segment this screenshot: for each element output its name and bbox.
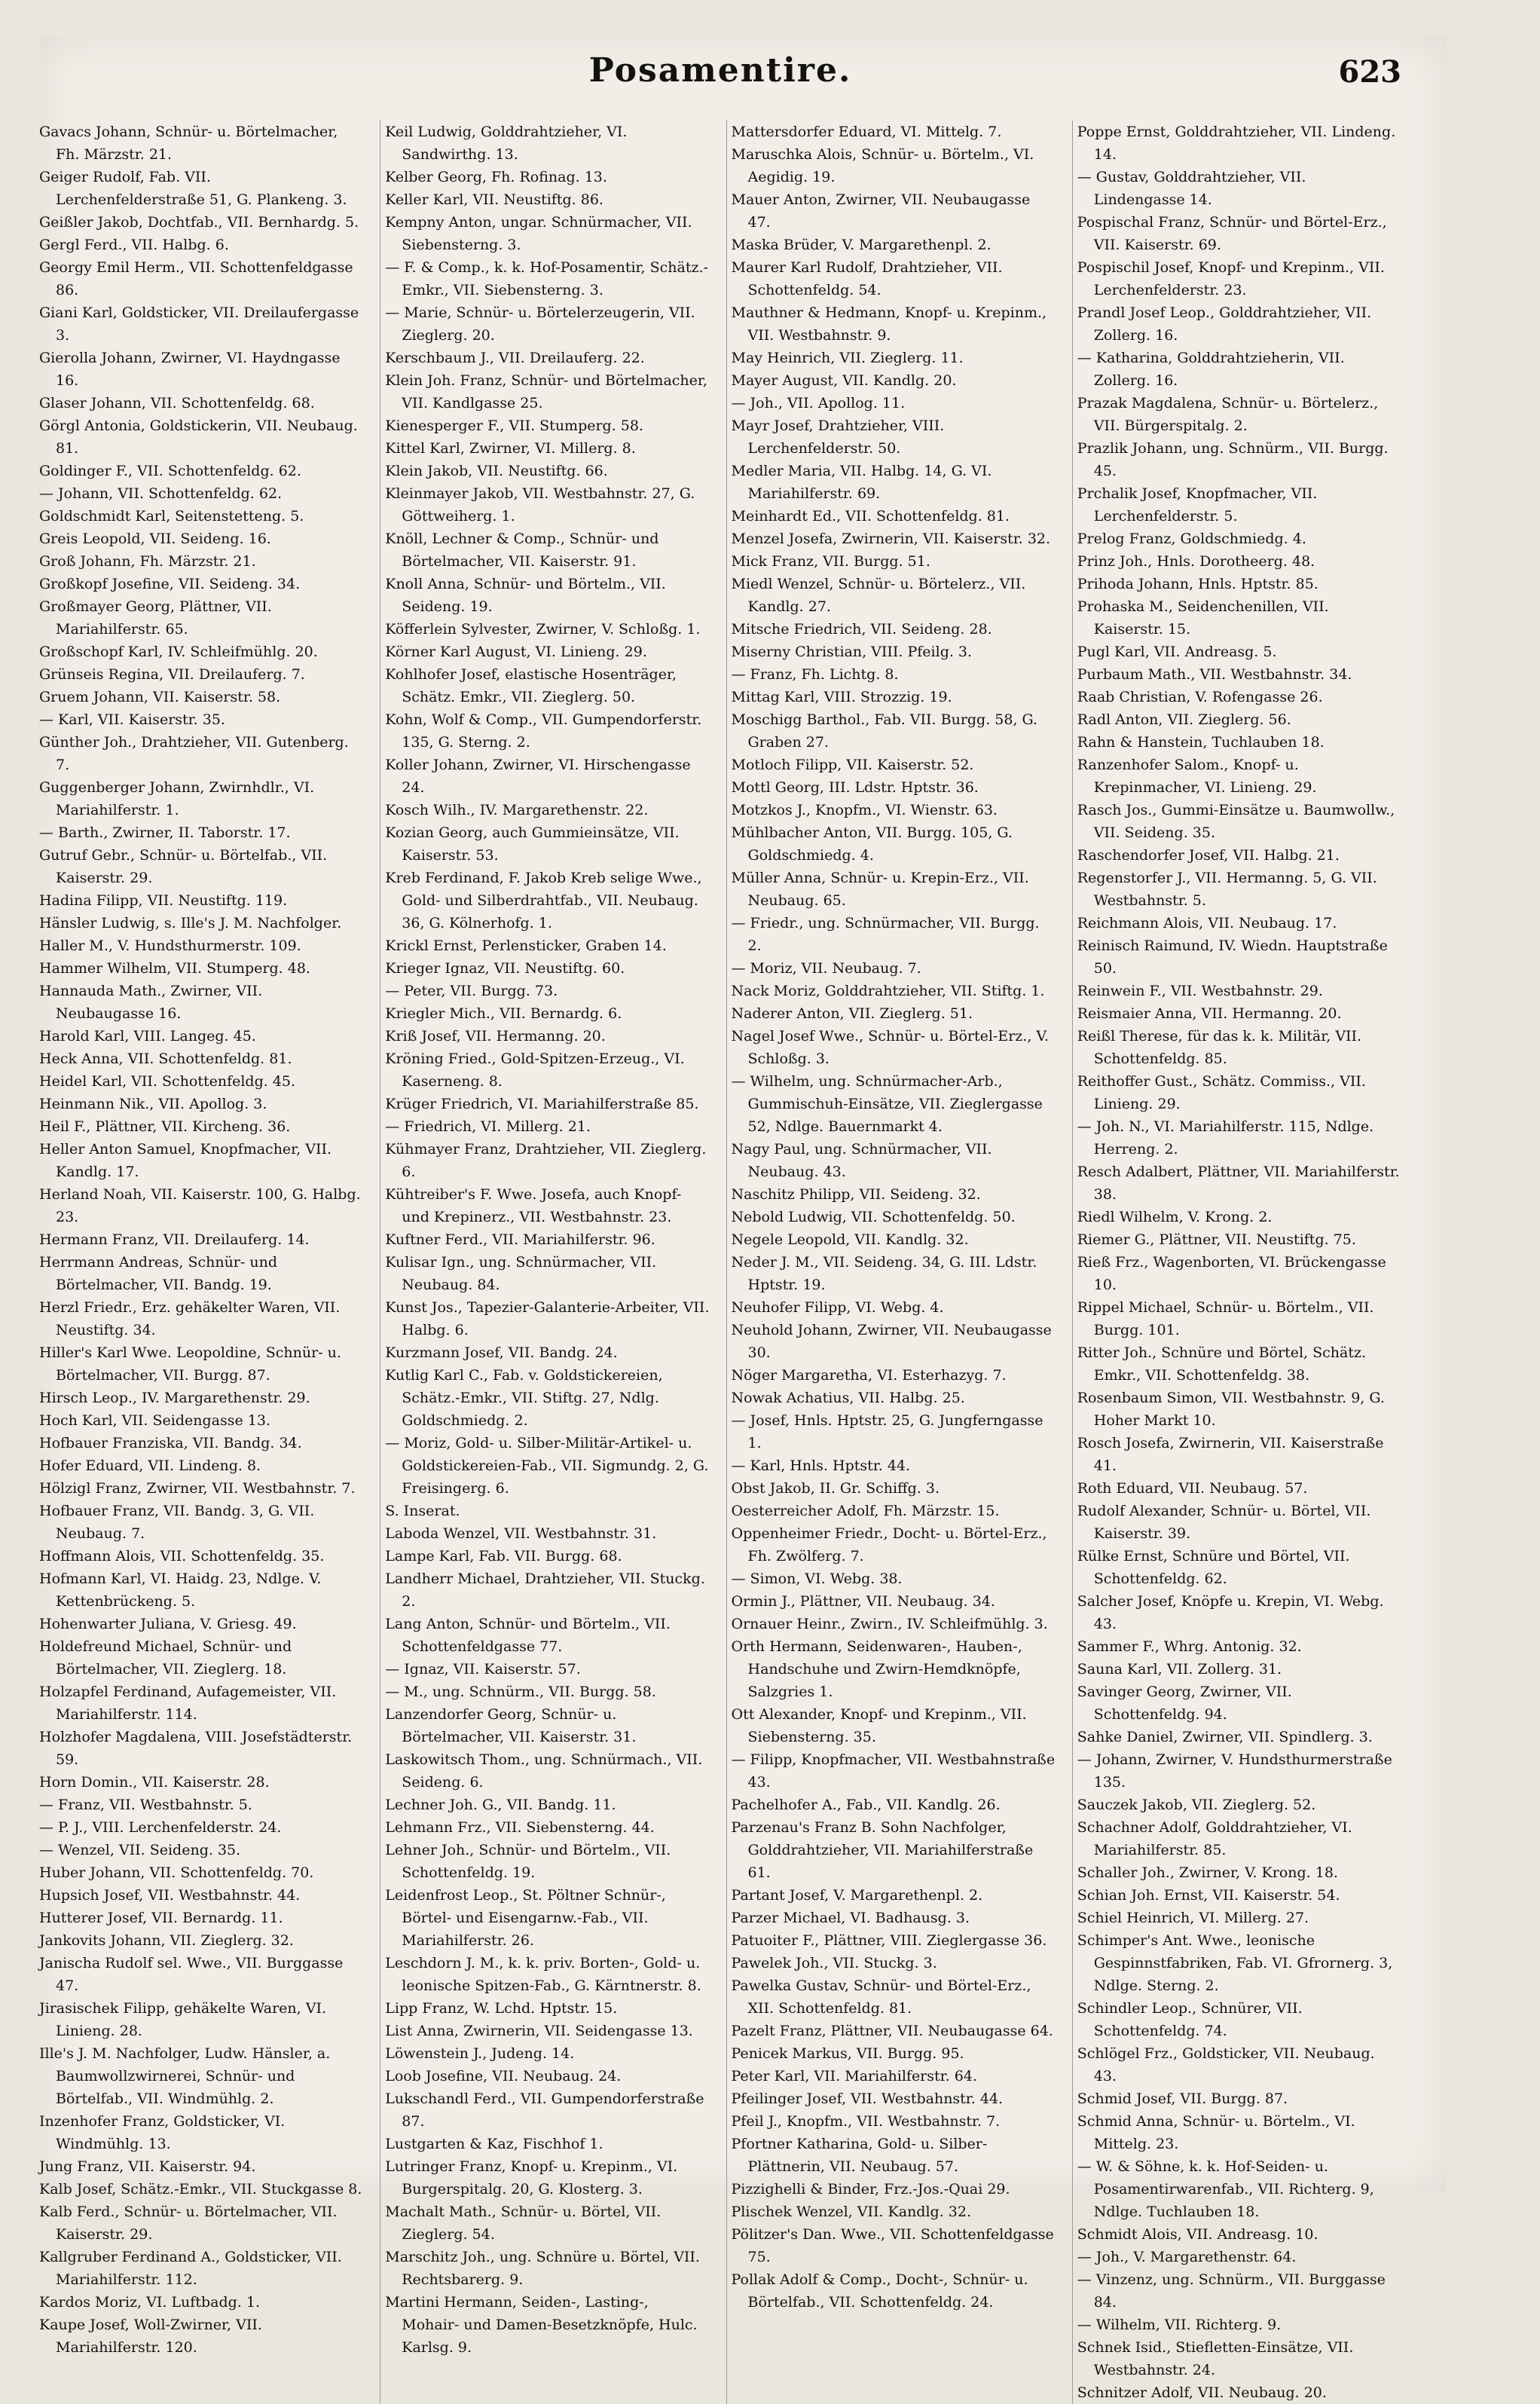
directory-entry: Goldschmidt Karl, Seitenstetteng. 5. bbox=[39, 508, 304, 525]
directory-entry: Obst Jakob, II. Gr. Schiffg. 3. bbox=[731, 1480, 940, 1497]
directory-entry: — F. & Comp., k. k. Hof-Posamentir, Schätz.-Emkr., VII. Siebensterng. 3. bbox=[385, 259, 708, 298]
directory-entry: Mühlbacher Anton, VII. Burgg. 105, G. Goldschmiedg. 4. bbox=[731, 824, 1013, 864]
directory-entry: Georgy Emil Herm., VII. Schottenfeldgasse 86. bbox=[39, 259, 353, 298]
directory-entry: Lampe Karl, Fab. VII. Burgg. 68. bbox=[385, 1548, 622, 1564]
directory-entry: Herland Noah, VII. Kaiserstr. 100, G. Halbg. 23. bbox=[39, 1186, 361, 1225]
directory-entry: Penicek Markus, VII. Burgg. 95. bbox=[731, 2045, 964, 2062]
directory-entry: Kosch Wilh., IV. Margarethenstr. 22. bbox=[385, 802, 649, 818]
directory-entry: Neder J. M., VII. Seideng. 34, G. III. Ldstr. Hptstr. 19. bbox=[731, 1254, 1037, 1293]
directory-entry: Kozian Georg, auch Gummieinsätze, VII. Kaiserstr. 53. bbox=[385, 824, 680, 864]
directory-entry: Gruem Johann, VII. Kaiserstr. 58. bbox=[39, 689, 281, 705]
directory-entry: Körner Karl August, VI. Linieng. 29. bbox=[385, 644, 647, 660]
directory-entry: — Moriz, Gold- u. Silber-Militär-Artikel- u. Goldstickereien-Fab., VII. Sigmundg. 2, G. Freisingerg. 6. bbox=[385, 1435, 709, 1497]
directory-entry: Negele Leopold, VII. Kandlg. 32. bbox=[731, 1231, 969, 1248]
directory-entry: Ormin J., Plättner, VII. Neubaug. 34. bbox=[731, 1593, 995, 1610]
directory-entry: — Peter, VII. Burgg. 73. bbox=[385, 983, 558, 999]
directory-entry: Sauna Karl, VII. Zollerg. 31. bbox=[1077, 1661, 1282, 1678]
directory-entry: Hirsch Leop., IV. Margarethenstr. 29. bbox=[39, 1390, 310, 1406]
directory-entry: Prandl Josef Leop., Golddrahtzieher, VII. Zollerg. 16. bbox=[1077, 304, 1372, 344]
directory-entry: — Johann, VII. Schottenfeldg. 62. bbox=[39, 485, 283, 502]
directory-entry: Prinz Joh., Hnls. Dorotheerg. 48. bbox=[1077, 553, 1315, 570]
directory-entry: Kulisar Ign., ung. Schnürmacher, VII. Neubaug. 84. bbox=[385, 1254, 657, 1293]
directory-entry: Hölzigl Franz, Zwirner, VII. Westbahnstr. 7. bbox=[39, 1480, 356, 1497]
directory-entry: Grünseis Regina, VII. Dreilauferg. 7. bbox=[39, 666, 305, 683]
directory-entry: Mitsche Friedrich, VII. Seideng. 28. bbox=[731, 621, 992, 638]
directory-entry: Rieß Frz., Wagenborten, VI. Brückengasse 10. bbox=[1077, 1254, 1386, 1293]
directory-entry: Huber Johann, VII. Schottenfeldg. 70. bbox=[39, 1864, 314, 1881]
page-header bbox=[39, 51, 1401, 112]
directory-entry: Görgl Antonia, Goldstickerin, VII. Neubaug. 81. bbox=[39, 417, 358, 457]
directory-entry: Rahn & Hanstein, Tuchlauben 18. bbox=[1077, 734, 1325, 751]
directory-entry: Mayer August, VII. Kandlg. 20. bbox=[731, 372, 957, 389]
directory-entry: — Joh., VII. Apollog. 11. bbox=[731, 395, 906, 411]
directory-entry: Knöll, Lechner & Comp., Schnür- und Börtelmacher, VII. Kaiserstr. 91. bbox=[385, 531, 659, 570]
directory-entry: Hoch Karl, VII. Seidengasse 13. bbox=[39, 1412, 270, 1429]
directory-entry: Hofbauer Franziska, VII. Bandg. 34. bbox=[39, 1435, 302, 1451]
directory-entry: Kerschbaum J., VII. Dreilauferg. 22. bbox=[385, 350, 645, 366]
directory-entry: Oppenheimer Friedr., Docht- u. Börtel-Erz., Fh. Zwölferg. 7. bbox=[731, 1525, 1047, 1564]
directory-entry: Rudolf Alexander, Schnür- u. Börtel, VII. Kaiserstr. 39. bbox=[1077, 1503, 1371, 1542]
directory-entry: Kaupe Josef, Woll-Zwirner, VII. Mariahilferstr. 120. bbox=[39, 2317, 262, 2356]
directory-entry: Haller M., V. Hundsthurmerstr. 109. bbox=[39, 937, 301, 954]
directory-entry: Pfortner Katharina, Gold- u. Silber-Plättnerin, VII. Neubaug. 57. bbox=[731, 2136, 988, 2175]
directory-entry: Schian Joh. Ernst, VII. Kaiserstr. 54. bbox=[1077, 1887, 1340, 1904]
directory-entry: Nöger Margaretha, VI. Esterhazyg. 7. bbox=[731, 1367, 1007, 1384]
directory-entry: Nowak Achatius, VII. Halbg. 25. bbox=[731, 1390, 965, 1406]
directory-entry: Kuftner Ferd., VII. Mariahilferstr. 96. bbox=[385, 1231, 655, 1248]
directory-entry: — Katharina, Golddrahtzieherin, VII. Zollerg. 16. bbox=[1077, 350, 1345, 389]
directory-entry: Motzkos J., Knopfm., VI. Wienstr. 63. bbox=[731, 802, 998, 818]
directory-entry: Kardos Moriz, VI. Luftbadg. 1. bbox=[39, 2294, 260, 2311]
directory-entry: — Vinzenz, ung. Schnürm., VII. Burggasse 84. bbox=[1077, 2271, 1386, 2311]
directory-entry: Pospischil Josef, Knopf- und Krepinm., VII. Lerchenfelderstr. 23. bbox=[1077, 259, 1385, 298]
directory-entry: Savinger Georg, Zwirner, VII. Schottenfeldg. 94. bbox=[1077, 1684, 1292, 1723]
directory-entry: Reinisch Raimund, IV. Wiedn. Hauptstraße 50. bbox=[1077, 937, 1388, 977]
directory-entry: Nagel Josef Wwe., Schnür- u. Börtel-Erz., V. Schloßg. 3. bbox=[731, 1028, 1049, 1067]
directory-entry: Purbaum Math., VII. Westbahnstr. 34. bbox=[1077, 666, 1352, 683]
directory-entry: Kohlhofer Josef, elastische Hosenträger, Schätz. Emkr., VII. Zieglerg. 50. bbox=[385, 666, 677, 705]
directory-entry: Raschendorfer Josef, VII. Halbg. 21. bbox=[1077, 847, 1340, 864]
directory-entry: Giani Karl, Goldsticker, VII. Dreilaufergasse 3. bbox=[39, 304, 359, 344]
directory-entry: Hermann Franz, VII. Dreilauferg. 14. bbox=[39, 1231, 310, 1248]
directory-entry: — Moriz, VII. Neubaug. 7. bbox=[731, 960, 921, 977]
directory-entry: Mauthner & Hedmann, Knopf- u. Krepinm., VII. Westbahnstr. 9. bbox=[731, 304, 1047, 344]
directory-entry: Parzer Michael, VI. Badhausg. 3. bbox=[731, 1910, 970, 1926]
directory-entry: Klein Joh. Franz, Schnür- und Börtelmacher, VII. Kandlgasse 25. bbox=[385, 372, 707, 411]
directory-entry: Rippel Michael, Schnür- u. Börtelm., VII. Burgg. 101. bbox=[1077, 1299, 1374, 1338]
directory-entry: Plischek Wenzel, VII. Kandlg. 32. bbox=[731, 2204, 972, 2220]
directory-entry: Nebold Ludwig, VII. Schottenfeldg. 50. bbox=[731, 1209, 1016, 1225]
directory-entry: Maska Brüder, V. Margarethenpl. 2. bbox=[731, 237, 992, 253]
directory-entry: Ille's J. M. Nachfolger, Ludw. Hänsler, a. Baumwollzwirnerei, Schnür- und Börtelfab., VII. Windmühlg. 2. bbox=[39, 2045, 331, 2107]
directory-entry: Lutringer Franz, Knopf- u. Krepinm., VI. Burgerspitalg. 20, G. Klosterg. 3. bbox=[385, 2158, 678, 2198]
directory-entry: Naschitz Philipp, VII. Seideng. 32. bbox=[731, 1186, 981, 1203]
directory-entry: — Joh. N., VI. Mariahilferstr. 115, Ndlge. Herreng. 2. bbox=[1077, 1118, 1374, 1158]
directory-entry: — Wilhelm, VII. Richterg. 9. bbox=[1077, 2317, 1282, 2333]
directory-entry: Motloch Filipp, VII. Kaiserstr. 52. bbox=[731, 757, 974, 773]
directory-entry: — Josef, Hnls. Hptstr. 25, G. Jungferngasse 1. bbox=[731, 1412, 1043, 1451]
directory-entry: Partant Josef, V. Margarethenpl. 2. bbox=[731, 1887, 983, 1904]
directory-entry: Reinwein F., VII. Westbahnstr. 29. bbox=[1077, 983, 1323, 999]
directory-entry: Radl Anton, VII. Zieglerg. 56. bbox=[1077, 711, 1291, 728]
directory-entry: Pollak Adolf & Comp., Docht-, Schnür- u. Börtelfab., VII. Schottenfeldg. 24. bbox=[731, 2271, 1028, 2311]
directory-entry: Reichmann Alois, VII. Neubaug. 17. bbox=[1077, 915, 1337, 931]
directory-entry: — M., ung. Schnürm., VII. Burgg. 58. bbox=[385, 1684, 656, 1700]
directory-entry: — Ignaz, VII. Kaiserstr. 57. bbox=[385, 1661, 581, 1678]
directory-entry: Krüger Friedrich, VI. Mariahilferstraße 85. bbox=[385, 1096, 699, 1112]
directory-entry: Leidenfrost Leop., St. Pöltner Schnür-, Börtel- und Eisengarnw.-Fab., VII. Mariahilferstr. 26. bbox=[385, 1887, 666, 1949]
directory-column bbox=[726, 121, 1056, 2404]
directory-entry: Hohenwarter Juliana, V. Griesg. 49. bbox=[39, 1616, 297, 1632]
directory-entry: Kalb Ferd., Schnür- u. Börtelmacher, VII. Kaiserstr. 29. bbox=[39, 2204, 338, 2243]
directory-entry: Hupsich Josef, VII. Westbahnstr. 44. bbox=[39, 1887, 301, 1904]
directory-entry: — Franz, Fh. Lichtg. 8. bbox=[731, 666, 899, 683]
directory-entry: Hutterer Josef, VII. Bernardg. 11. bbox=[39, 1910, 283, 1926]
directory-entry: Neuhofer Filipp, VI. Webg. 4. bbox=[731, 1299, 944, 1316]
directory-entry: Schimper's Ant. Wwe., leonische Gespinnstfabriken, Fab. VI. Gfrornerg. 3, Ndlge. Sterng. 2. bbox=[1077, 1932, 1393, 1994]
directory-entry: Pölitzer's Dan. Wwe., VII. Schottenfeldgasse 75. bbox=[731, 2226, 1054, 2265]
directory-entry: Oesterreicher Adolf, Fh. Märzstr. 15. bbox=[731, 1503, 1000, 1519]
directory-entry: Pfeil J., Knopfm., VII. Westbahnstr. 7. bbox=[731, 2113, 1001, 2130]
directory-entry: Meinhardt Ed., VII. Schottenfeldg. 81. bbox=[731, 508, 1010, 525]
directory-entry: Kröning Fried., Gold-Spitzen-Erzeug., VI. Kaserneng. 8. bbox=[385, 1051, 685, 1090]
directory-column bbox=[39, 121, 363, 2404]
directory-entry: Heller Anton Samuel, Knopfmacher, VII. Kandlg. 17. bbox=[39, 1141, 332, 1180]
directory-entry: Marschitz Joh., ung. Schnüre u. Börtel, VII. Rechtsbarerg. 9. bbox=[385, 2249, 700, 2288]
directory-entry: Sauczek Jakob, VII. Zieglerg. 52. bbox=[1077, 1797, 1316, 1813]
directory-entry: Hiller's Karl Wwe. Leopoldine, Schnür- u. Börtelmacher, VII. Burgg. 87. bbox=[39, 1344, 341, 1384]
directory-entry: — Franz, VII. Westbahnstr. 5. bbox=[39, 1797, 252, 1813]
directory-entry: Kühtreiber's F. Wwe. Josefa, auch Knopf- und Krepinerz., VII. Westbahnstr. 23. bbox=[385, 1186, 682, 1225]
directory-entry: Greis Leopold, VII. Seideng. 16. bbox=[39, 531, 271, 547]
directory-entry: — Friedrich, VI. Millerg. 21. bbox=[385, 1118, 591, 1135]
directory-entry: List Anna, Zwirnerin, VII. Seidengasse 13. bbox=[385, 2023, 693, 2039]
directory-entry: Großmayer Georg, Plättner, VII. Mariahilferstr. 65. bbox=[39, 598, 272, 638]
directory-column bbox=[380, 121, 709, 2404]
directory-entry: — Karl, VII. Kaiserstr. 35. bbox=[39, 711, 225, 728]
directory-entry: Riemer G., Plättner, VII. Neustiftg. 75. bbox=[1077, 1231, 1356, 1248]
directory-entry: Schmid Josef, VII. Burgg. 87. bbox=[1077, 2091, 1288, 2107]
directory-entry: Martini Hermann, Seiden-, Lasting-, Mohair- und Damen-Besetzknöpfe, Hulc. Karlsg. 9. bbox=[385, 2294, 698, 2356]
directory-entry: Leschdorn J. M., k. k. priv. Borten-, Gold- u. leonische Spitzen-Fab., G. Kärntnerstr. 8. bbox=[385, 1955, 701, 1994]
directory-entry: Regenstorfer J., VII. Hermanng. 5, G. VII. Westbahnstr. 5. bbox=[1077, 870, 1377, 909]
directory-entry: Mattersdorfer Eduard, VI. Mittelg. 7. bbox=[731, 124, 1002, 140]
directory-entry: Hofmann Karl, VI. Haidg. 23, Ndlge. V. Kettenbrückeng. 5. bbox=[39, 1571, 322, 1610]
directory-entry: Groß Johann, Fh. Märzstr. 21. bbox=[39, 553, 256, 570]
directory-entry: — P. J., VIII. Lerchenfelderstr. 24. bbox=[39, 1819, 282, 1836]
directory-entry: Miedl Wenzel, Schnür- u. Börtelerz., VII. Kandlg. 27. bbox=[731, 576, 1026, 615]
page-title: Posamentire. bbox=[588, 51, 852, 90]
directory-entry: Pachelhofer A., Fab., VII. Kandlg. 26. bbox=[731, 1797, 1001, 1813]
directory-entry: Mayr Josef, Drahtzieher, VIII. Lerchenfelderstr. 50. bbox=[731, 417, 945, 457]
directory-entry: Prihoda Johann, Hnls. Hptstr. 85. bbox=[1077, 576, 1318, 592]
directory-entry: Hammer Wilhelm, VII. Stumperg. 48. bbox=[39, 960, 310, 977]
directory-entry: Lechner Joh. G., VII. Bandg. 11. bbox=[385, 1797, 616, 1813]
directory-entry: — Simon, VI. Webg. 38. bbox=[731, 1571, 903, 1587]
directory-column bbox=[1072, 121, 1401, 2404]
directory-entry: Lehner Joh., Schnür- und Börtelm., VII. Schottenfeldg. 19. bbox=[385, 1842, 671, 1881]
directory-entry: Lang Anton, Schnür- und Börtelm., VII. Schottenfeldgasse 77. bbox=[385, 1616, 671, 1655]
directory-entry: Kempny Anton, ungar. Schnürmacher, VII. Siebensterng. 3. bbox=[385, 214, 692, 253]
directory-entry: Prazlik Johann, ung. Schnürm., VII. Burgg. 45. bbox=[1077, 440, 1389, 479]
directory-entry: Kunst Jos., Tapezier-Galanterie-Arbeiter, VII. Halbg. 6. bbox=[385, 1299, 710, 1338]
directory-entry: Müller Anna, Schnür- u. Krepin-Erz., VII. Neubaug. 65. bbox=[731, 870, 1029, 909]
directory-entry: Keller Karl, VII. Neustiftg. 86. bbox=[385, 191, 603, 208]
directory-entry: Schnek Isid., Stiefletten-Einsätze, VII. Westbahnstr. 24. bbox=[1077, 2339, 1354, 2378]
directory-entry: Laboda Wenzel, VII. Westbahnstr. 31. bbox=[385, 1525, 657, 1542]
directory-entry: Schnitzer Adolf, VII. Neubaug. 20. bbox=[1077, 2384, 1327, 2401]
directory-entry: Guggenberger Johann, Zwirnhdlr., VI. Mariahilferstr. 1. bbox=[39, 779, 315, 818]
directory-entry: Heil F., Plättner, VII. Kircheng. 36. bbox=[39, 1118, 291, 1135]
directory-entry: Mittag Karl, VIII. Strozzig. 19. bbox=[731, 689, 952, 705]
directory-entry: Prchalik Josef, Knopfmacher, VII. Lerchenfelderstr. 5. bbox=[1077, 485, 1318, 525]
directory-entry: Kreb Ferdinand, F. Jakob Kreb selige Wwe., Gold- und Silberdrahtfab., VII. Neubaug. 36, G. Kölnerhofg. 1. bbox=[385, 870, 702, 931]
directory-entry: Roth Eduard, VII. Neubaug. 57. bbox=[1077, 1480, 1308, 1497]
directory-entry: — Joh., V. Margarethenstr. 64. bbox=[1077, 2249, 1297, 2265]
directory-entry: Hannauda Math., Zwirner, VII. Neubaugasse 16. bbox=[39, 983, 263, 1022]
directory-entry: — Karl, Hnls. Hptstr. 44. bbox=[731, 1457, 911, 1474]
directory-entry: Rasch Jos., Gummi-Einsätze u. Baumwollw., VII. Seideng. 35. bbox=[1077, 802, 1395, 841]
directory-entry: Lehmann Frz., VII. Siebensterng. 44. bbox=[385, 1819, 655, 1836]
directory-entry: Pizzighelli & Binder, Frz.-Jos.-Quai 29. bbox=[731, 2181, 1010, 2198]
directory-entry: Pugl Karl, VII. Andreasg. 5. bbox=[1077, 644, 1277, 660]
directory-entry: Keil Ludwig, Golddrahtzieher, VI. Sandwirthg. 13. bbox=[385, 124, 628, 163]
directory-entry: Kriß Josef, VII. Hermanng. 20. bbox=[385, 1028, 606, 1044]
directory-entry: — Johann, Zwirner, V. Hundsthurmerstraße 135. bbox=[1077, 1751, 1392, 1791]
directory-entry: Goldinger F., VII. Schottenfeldg. 62. bbox=[39, 463, 301, 479]
directory-entry: Jirasischek Filipp, gehäkelte Waren, VI. Linieng. 28. bbox=[39, 2000, 327, 2039]
directory-entry: Schmidt Alois, VII. Andreasg. 10. bbox=[1077, 2226, 1318, 2243]
directory-entry: Kurzmann Josef, VII. Bandg. 24. bbox=[385, 1344, 618, 1361]
directory-entry: Mottl Georg, III. Ldstr. Hptstr. 36. bbox=[731, 779, 979, 796]
directory-entry: Kleinmayer Jakob, VII. Westbahnstr. 27, G. Göttweiherg. 1. bbox=[385, 485, 695, 525]
directory-entry: Kriegler Mich., VII. Bernardg. 6. bbox=[385, 1005, 622, 1022]
directory-entry: Reithoffer Gust., Schätz. Commiss., VII. Linieng. 29. bbox=[1077, 1073, 1366, 1112]
directory-entry: Laskowitsch Thom., ung. Schnürmach., VII. Seideng. 6. bbox=[385, 1751, 703, 1791]
directory-entry: Großschopf Karl, IV. Schleifmühlg. 20. bbox=[39, 644, 318, 660]
directory-entry: Maurer Karl Rudolf, Drahtzieher, VII. Schottenfeldg. 54. bbox=[731, 259, 1003, 298]
directory-entry: Harold Karl, VIII. Langeg. 45. bbox=[39, 1028, 256, 1044]
directory-entry: Menzel Josefa, Zwirnerin, VII. Kaiserstr. 32. bbox=[731, 531, 1051, 547]
directory-entry: Herrmann Andreas, Schnür- und Börtelmacher, VII. Bandg. 19. bbox=[39, 1254, 277, 1293]
directory-entry: Hänsler Ludwig, s. Ille's J. M. Nachfolger. bbox=[39, 915, 342, 931]
directory-entry: Gergl Ferd., VII. Halbg. 6. bbox=[39, 237, 229, 253]
directory-entry: Orth Hermann, Seidenwaren-, Hauben-, Handschuhe und Zwirn-Hemdknöpfe, Salzgries 1. bbox=[731, 1638, 1022, 1700]
directory-entry: Gierolla Johann, Zwirner, VI. Haydngasse 16. bbox=[39, 350, 341, 389]
directory-entry: Nack Moriz, Golddrahtzieher, VII. Stiftg. 1. bbox=[731, 983, 1045, 999]
directory-entry: Heinmann Nik., VII. Apollog. 3. bbox=[39, 1096, 267, 1112]
directory-entry: — Wenzel, VII. Seideng. 35. bbox=[39, 1842, 241, 1858]
directory-entry: Geißler Jakob, Dochtfab., VII. Bernhardg. 5. bbox=[39, 214, 359, 231]
directory-entry: Hadina Filipp, VII. Neustiftg. 119. bbox=[39, 892, 288, 909]
directory-entry: Holdefreund Michael, Schnür- und Börtelmacher, VII. Zieglerg. 18. bbox=[39, 1638, 292, 1678]
directory-entry: Salcher Josef, Knöpfe u. Krepin, VI. Webg. 43. bbox=[1077, 1593, 1384, 1632]
directory-entry: Neuhold Johann, Zwirner, VII. Neubaugasse 30. bbox=[731, 1322, 1052, 1361]
directory-entry: Ott Alexander, Knopf- und Krepinm., VII. Siebensterng. 35. bbox=[731, 1706, 1027, 1745]
directory-entry: Reismaier Anna, VII. Hermanng. 20. bbox=[1077, 1005, 1342, 1022]
directory-entry: — Friedr., ung. Schnürmacher, VII. Burgg. 2. bbox=[731, 915, 1040, 954]
directory-entry: — Gustav, Golddrahtzieher, VII. Lindengasse 14. bbox=[1077, 169, 1306, 208]
directory-entry: Maruschka Alois, Schnür- u. Börtelm., VI. Aegidig. 19. bbox=[731, 146, 1034, 185]
directory-entry: Klein Jakob, VII. Neustiftg. 66. bbox=[385, 463, 608, 479]
directory-entry: — Wilhelm, ung. Schnürmacher-Arb., Gummischuh-Einsätze, VII. Zieglergasse 52, Ndlge. Bauernmarkt 4. bbox=[731, 1073, 1043, 1135]
directory-entry: Rosenbaum Simon, VII. Westbahnstr. 9, G. Hoher Markt 10. bbox=[1077, 1390, 1385, 1429]
directory-entry: Krieger Ignaz, VII. Neustiftg. 60. bbox=[385, 960, 625, 977]
directory-entry: Ritter Joh., Schnüre und Börtel, Schätz. Emkr., VII. Schottenfeldg. 38. bbox=[1077, 1344, 1367, 1384]
directory-entry: Glaser Johann, VII. Schottenfeldg. 68. bbox=[39, 395, 315, 411]
directory-entry: Köfferlein Sylvester, Zwirner, V. Schloßg. 1. bbox=[385, 621, 701, 638]
directory-entry: Pawelka Gustav, Schnür- und Börtel-Erz., XII. Schottenfeldg. 81. bbox=[731, 1977, 1031, 2017]
directory-entry: Prohaska M., Seidenchenillen, VII. Kaiserstr. 15. bbox=[1077, 598, 1329, 638]
directory-entry: Reißl Therese, für das k. k. Militär, VII. Schottenfeldg. 85. bbox=[1077, 1028, 1362, 1067]
directory-entry: Loob Josefine, VII. Neubaug. 24. bbox=[385, 2068, 622, 2084]
directory-entry: Mauer Anton, Zwirner, VII. Neubaugasse 47. bbox=[731, 191, 1031, 231]
directory-entry: Moschigg Barthol., Fab. VII. Burgg. 58, G. Graben 27. bbox=[731, 711, 1038, 751]
directory-entry: Hofbauer Franz, VII. Bandg. 3, G. VII. Neubaug. 7. bbox=[39, 1503, 315, 1542]
directory-entry: Prazak Magdalena, Schnür- u. Börtelerz., VII. Bürgerspitalg. 2. bbox=[1077, 395, 1379, 434]
directory-entry: Jankovits Johann, VII. Zieglerg. 32. bbox=[39, 1932, 294, 1949]
directory-entry: Lipp Franz, W. Lchd. Hptstr. 15. bbox=[385, 2000, 618, 2017]
directory-entry: Großkopf Josefine, VII. Seideng. 34. bbox=[39, 576, 301, 592]
directory-entry: Koller Johann, Zwirner, VI. Hirschengasse 24. bbox=[385, 757, 691, 796]
directory-entry: Lustgarten & Kaz, Fischhof 1. bbox=[385, 2136, 603, 2152]
directory-entry: — W. & Söhne, k. k. Hof-Seiden- u. Posamentirwarenfab., VII. Richterg. 9, Ndlge. Tuchlauben 18. bbox=[1077, 2158, 1374, 2220]
directory-entry: Poppe Ernst, Golddrahtzieher, VII. Lindeng. 14. bbox=[1077, 124, 1396, 163]
directory-entry: Medler Maria, VII. Halbg. 14, G. VI. Mariahilferstr. 69. bbox=[731, 463, 992, 502]
directory-entry: Rosch Josefa, Zwirnerin, VII. Kaiserstraße 41. bbox=[1077, 1435, 1384, 1474]
directory-entry: Hofer Eduard, VII. Lindeng. 8. bbox=[39, 1457, 261, 1474]
directory-entry: Lukschandl Ferd., VII. Gumpendorferstraße 87. bbox=[385, 2091, 704, 2130]
directory-entry: — Barth., Zwirner, II. Taborstr. 17. bbox=[39, 824, 291, 841]
directory-entry: Pfeilinger Josef, VII. Westbahnstr. 44. bbox=[731, 2091, 1004, 2107]
directory-entry: Krickl Ernst, Perlensticker, Graben 14. bbox=[385, 937, 667, 954]
directory-entry: Janischa Rudolf sel. Wwe., VII. Burggasse 47. bbox=[39, 1955, 344, 1994]
directory-entry: Schiel Heinrich, VI. Millerg. 27. bbox=[1077, 1910, 1309, 1926]
directory-entry: Prelog Franz, Goldschmiedg. 4. bbox=[1077, 531, 1306, 547]
directory-entry: Heck Anna, VII. Schottenfeldg. 81. bbox=[39, 1051, 292, 1067]
directory-entry: Kienesperger F., VII. Stumperg. 58. bbox=[385, 417, 644, 434]
directory-entry: Gutruf Gebr., Schnür- u. Börtelfab., VII. Kaiserstr. 29. bbox=[39, 847, 328, 886]
directory-entry: Schachner Adolf, Golddrahtzieher, VI. Mariahilferstr. 85. bbox=[1077, 1819, 1352, 1858]
directory-entry: Pawelek Joh., VII. Stuckg. 3. bbox=[731, 1955, 937, 1971]
directory-columns bbox=[39, 121, 1401, 2404]
directory-entry: Miserny Christian, VIII. Pfeilg. 3. bbox=[731, 644, 973, 660]
directory-entry: Herzl Friedr., Erz. gehäkelter Waren, VII. Neustiftg. 34. bbox=[39, 1299, 341, 1338]
directory-entry: May Heinrich, VII. Zieglerg. 11. bbox=[731, 350, 964, 366]
directory-page bbox=[39, 36, 1447, 2401]
directory-entry: Ornauer Heinr., Zwirn., IV. Schleifmühlg. 3. bbox=[731, 1616, 1048, 1632]
directory-entry: Sahke Daniel, Zwirner, VII. Spindlerg. 3. bbox=[1077, 1729, 1373, 1745]
directory-entry: Schaller Joh., Zwirner, V. Krong. 18. bbox=[1077, 1864, 1338, 1881]
directory-entry: Peter Karl, VII. Mariahilferstr. 64. bbox=[731, 2068, 977, 2084]
directory-entry: Inzenhofer Franz, Goldsticker, VI. Windmühlg. 13. bbox=[39, 2113, 286, 2152]
directory-entry: Pazelt Franz, Plättner, VII. Neubaugasse 64. bbox=[731, 2023, 1053, 2039]
directory-entry: Holzapfel Ferdinand, Aufagemeister, VII. Mariahilferstr. 114. bbox=[39, 1684, 337, 1723]
directory-entry: Raab Christian, V. Rofengasse 26. bbox=[1077, 689, 1323, 705]
directory-entry: Mick Franz, VII. Burgg. 51. bbox=[731, 553, 930, 570]
directory-entry: Schmid Anna, Schnür- u. Börtelm., VI. Mittelg. 23. bbox=[1077, 2113, 1355, 2152]
directory-entry: Hoffmann Alois, VII. Schottenfeldg. 35. bbox=[39, 1548, 325, 1564]
directory-entry: — Marie, Schnür- u. Börtelerzeugerin, VII. Zieglerg. 20. bbox=[385, 304, 695, 344]
directory-entry: Kalb Josef, Schätz.-Emkr., VII. Stuckgasse 8. bbox=[39, 2181, 362, 2198]
directory-entry: Machalt Math., Schnür- u. Börtel, VII. Zieglerg. 54. bbox=[385, 2204, 662, 2243]
directory-entry: Knoll Anna, Schnür- und Börtelm., VII. Seideng. 19. bbox=[385, 576, 666, 615]
directory-entry: Kittel Karl, Zwirner, VI. Millerg. 8. bbox=[385, 440, 636, 457]
directory-entry: Geiger Rudolf, Fab. VII. Lerchenfelderstraße 51, G. Plankeng. 3. bbox=[39, 169, 347, 208]
directory-entry: — Filipp, Knopfmacher, VII. Westbahnstraße 43. bbox=[731, 1751, 1056, 1791]
directory-entry: Schlögel Frz., Goldsticker, VII. Neubaug. 43. bbox=[1077, 2045, 1375, 2084]
directory-entry: Resch Adalbert, Plättner, VII. Mariahilferstr. 38. bbox=[1077, 1164, 1400, 1203]
directory-entry: Kohn, Wolf & Comp., VII. Gumpendorferstr. 135, G. Sterng. 2. bbox=[385, 711, 702, 751]
directory-entry: Kallgruber Ferdinand A., Goldsticker, VII. Mariahilferstr. 112. bbox=[39, 2249, 342, 2288]
directory-entry: Gavacs Johann, Schnür- u. Börtelmacher, Fh. Märzstr. 21. bbox=[39, 124, 338, 163]
directory-entry: Landherr Michael, Drahtzieher, VII. Stuckg. 2. bbox=[385, 1571, 705, 1610]
directory-entry: Kelber Georg, Fh. Rofinag. 13. bbox=[385, 169, 607, 185]
directory-entry: Riedl Wilhelm, V. Krong. 2. bbox=[1077, 1209, 1273, 1225]
directory-entry: Lanzendorfer Georg, Schnür- u. Börtelmacher, VII. Kaiserstr. 31. bbox=[385, 1706, 637, 1745]
directory-entry: Horn Domin., VII. Kaiserstr. 28. bbox=[39, 1774, 270, 1791]
directory-entry: Patuoiter F., Plättner, VIII. Zieglergasse 36. bbox=[731, 1932, 1047, 1949]
directory-entry: Rülke Ernst, Schnüre und Börtel, VII. Schottenfeldg. 62. bbox=[1077, 1548, 1350, 1587]
directory-entry: Löwenstein J., Judeng. 14. bbox=[385, 2045, 575, 2062]
directory-entry: Holzhofer Magdalena, VIII. Josefstädterstr. 59. bbox=[39, 1729, 353, 1768]
page-number: 623 bbox=[1338, 54, 1401, 90]
directory-entry: S. Inserat. bbox=[385, 1503, 460, 1519]
directory-entry: Naderer Anton, VII. Zieglerg. 51. bbox=[731, 1005, 973, 1022]
directory-entry: Günther Joh., Drahtzieher, VII. Gutenberg. 7. bbox=[39, 734, 349, 773]
directory-entry: Nagy Paul, ung. Schnürmacher, VII. Neubaug. 43. bbox=[731, 1141, 992, 1180]
directory-entry: Parzenau's Franz B. Sohn Nachfolger, Golddrahtzieher, VII. Mariahilferstraße 61. bbox=[731, 1819, 1034, 1881]
directory-entry: Sammer F., Whrg. Antonig. 32. bbox=[1077, 1638, 1302, 1655]
directory-entry: Ranzenhofer Salom., Knopf- u. Krepinmacher, VI. Linieng. 29. bbox=[1077, 757, 1317, 796]
directory-entry: Kutlig Karl C., Fab. v. Goldstickereien, Schätz.-Emkr., VII. Stiftg. 27, Ndlg. Goldschmiedg. 2. bbox=[385, 1367, 663, 1429]
directory-entry: Pospischal Franz, Schnür- und Börtel-Erz., VII. Kaiserstr. 69. bbox=[1077, 214, 1387, 253]
directory-entry: Jung Franz, VII. Kaiserstr. 94. bbox=[39, 2158, 256, 2175]
directory-entry: Schindler Leop., Schnürer, VII. Schottenfeldg. 74. bbox=[1077, 2000, 1303, 2039]
directory-entry: Kühmayer Franz, Drahtzieher, VII. Zieglerg. 6. bbox=[385, 1141, 707, 1180]
directory-entry: Heidel Karl, VII. Schottenfeldg. 45. bbox=[39, 1073, 296, 1090]
